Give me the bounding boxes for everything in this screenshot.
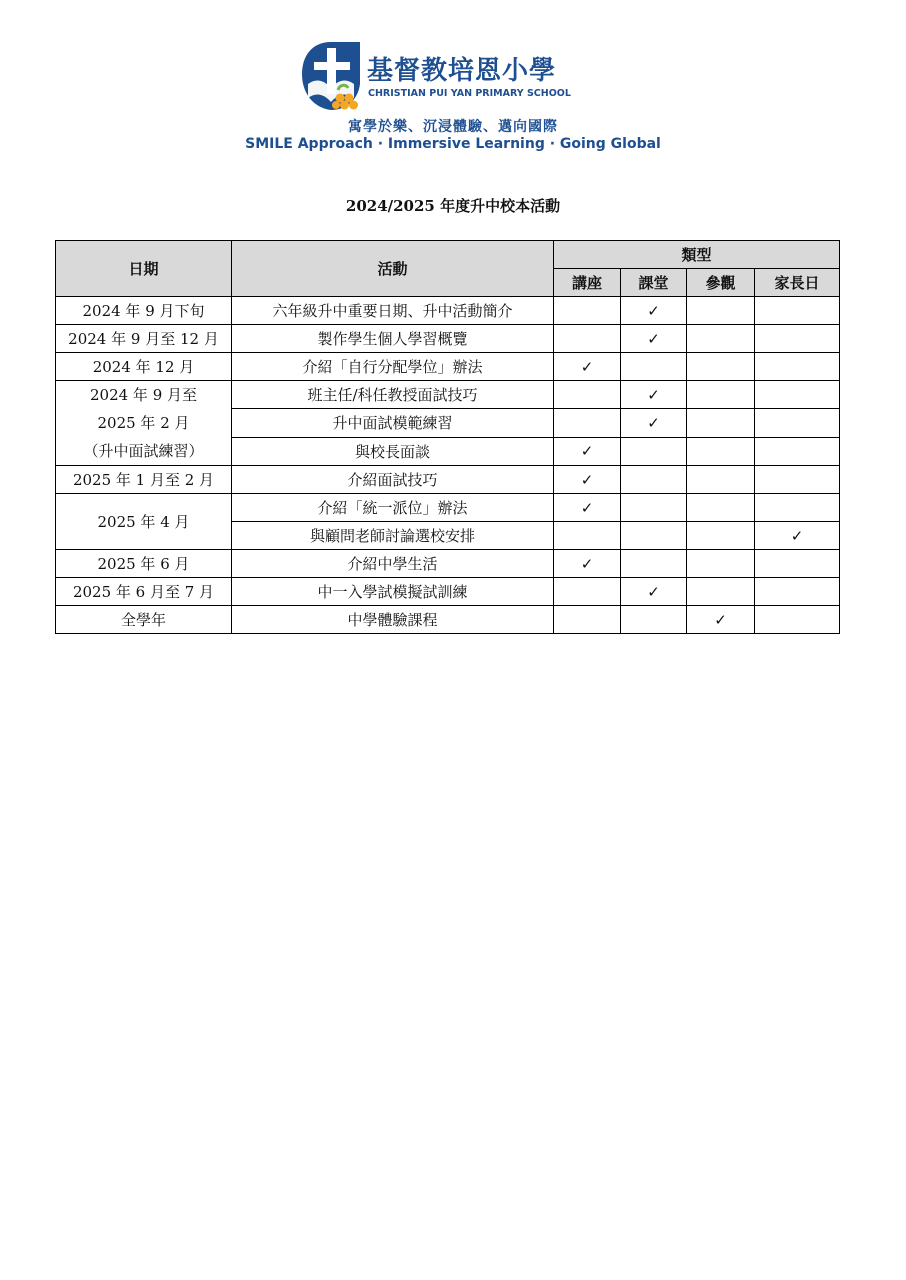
cell-lecture: ✓ [554,466,621,494]
cell-visit [687,437,755,465]
cell-parents-day [755,325,840,353]
cell-lesson [621,494,687,522]
school-emblem-icon [300,40,362,112]
cell-lesson [621,466,687,494]
cell-lesson: ✓ [621,578,687,606]
row-activity: 中學體驗課程 [232,606,554,634]
header-type-group: 類型 [554,241,840,269]
row-date-multiline [56,381,232,466]
row-activity: 中一入學試模擬試訓練 [232,578,554,606]
cell-visit [687,297,755,325]
table-row [56,578,840,606]
row-activity: 升中面試模範練習 [232,409,554,437]
cell-lecture: ✓ [554,494,621,522]
motto-english: SMILE Approach · Immersive Learning · Going Global [245,136,661,152]
cell-lecture [554,578,621,606]
row-activity: 介紹「統一派位」辦法 [232,494,554,522]
row-date: 2025 年 1 月至 2 月 [56,466,232,494]
header-type-lecture: 講座 [554,269,621,297]
cell-visit [687,325,755,353]
table-row [56,325,840,353]
cell-visit [687,550,755,578]
row-date-line: 2025 年 2 月 [97,414,190,432]
row-activity: 與顧問老師討論選校安排 [232,522,554,550]
motto-chinese: 寓學於樂、沉浸體驗、邁向國際 [348,119,558,135]
row-date: 2025 年 6 月至 7 月 [56,578,232,606]
cell-visit [687,381,755,409]
cell-visit [687,578,755,606]
row-date-line: （升中面試練習） [83,442,204,460]
table-row [56,494,840,522]
cell-lesson: ✓ [621,409,687,437]
cell-lecture: ✓ [554,437,621,465]
row-date: 2024 年 9 月至 12 月 [56,325,232,353]
cell-lesson [621,437,687,465]
cell-lecture [554,325,621,353]
cell-parents-day [755,494,840,522]
cell-parents-day [755,606,840,634]
header-date: 日期 [56,241,232,297]
row-activity: 製作學生個人學習概覽 [232,325,554,353]
row-date: 2024 年 9 月下旬 [56,297,232,325]
table-row [56,297,840,325]
cell-lecture: ✓ [554,550,621,578]
row-activity: 介紹「自行分配學位」辦法 [232,353,554,381]
cell-visit [687,494,755,522]
cell-lecture [554,409,621,437]
cell-lesson [621,522,687,550]
row-date-line: 2024 年 9 月至 [89,386,198,404]
row-activity: 介紹面試技巧 [232,466,554,494]
header-type-parents-day: 家長日 [755,269,840,297]
cell-lesson [621,606,687,634]
cell-lecture [554,522,621,550]
cell-lesson: ✓ [621,381,687,409]
cell-parents-day: ✓ [755,522,840,550]
table-row [56,381,840,409]
table-row [56,353,840,381]
cell-lecture [554,381,621,409]
cell-parents-day [755,437,840,465]
cell-parents-day [755,297,840,325]
row-activity: 與校長面談 [232,437,554,465]
cell-parents-day [755,466,840,494]
school-name-english: CHRISTIAN PUI YAN PRIMARY SCHOOL [368,88,571,99]
cell-lesson: ✓ [621,297,687,325]
cell-parents-day [755,381,840,409]
cell-parents-day [755,353,840,381]
cell-lesson [621,550,687,578]
row-activity: 班主任/科任教授面試技巧 [232,381,554,409]
cell-lesson [621,353,687,381]
cell-parents-day [755,550,840,578]
row-activity: 六年級升中重要日期、升中活動簡介 [232,297,554,325]
school-name-chinese: 基督教培恩小學 [367,56,557,86]
header-type-visit: 參觀 [687,269,755,297]
header-activity: 活動 [232,241,554,297]
cell-lesson: ✓ [621,325,687,353]
row-date: 2025 年 4 月 [56,494,232,550]
row-date: 2025 年 6 月 [56,550,232,578]
school-logo [300,40,570,112]
cell-visit [687,466,755,494]
table-row [56,550,840,578]
table-row [56,606,840,634]
cell-parents-day [755,578,840,606]
cell-visit [687,353,755,381]
document-title: 2024/2025 年度升中校本活動 [345,197,561,215]
cell-visit [687,409,755,437]
cell-parents-day [755,409,840,437]
cell-lecture [554,297,621,325]
activity-table [55,240,840,634]
cell-visit: ✓ [687,606,755,634]
header-type-lesson: 課堂 [621,269,687,297]
row-activity: 介紹中學生活 [232,550,554,578]
table-row [56,466,840,494]
cell-lecture: ✓ [554,353,621,381]
cell-lecture [554,606,621,634]
row-date: 2024 年 12 月 [56,353,232,381]
cell-visit [687,522,755,550]
row-date: 全學年 [56,606,232,634]
